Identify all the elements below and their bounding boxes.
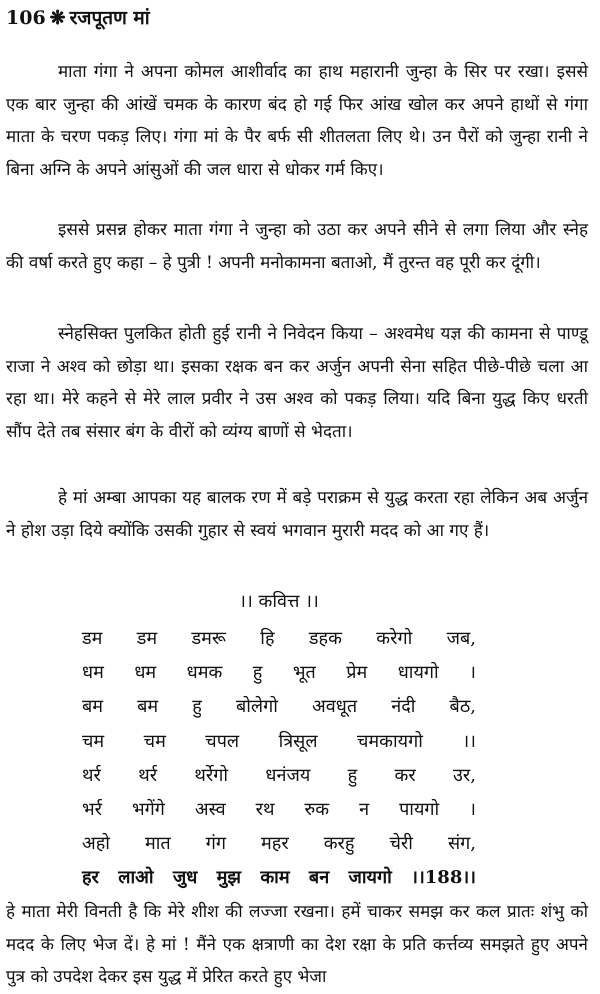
book-title: रजपूतण मां [69,7,150,29]
ornament-icon: ❋ [49,7,66,29]
verse-line: बम बम हु बोलेगो अवधूत नंदी बैठ, [82,696,476,718]
verse-line: धम धम धमक हु भूत प्रेम धायगो । [82,662,476,684]
verse-line: डम डम डमरू हि डहक करेगो जब, [82,628,476,649]
paragraph-4: हे मां अम्बा आपका यह बालक रण में बड़े पराक्रम से युद्ध करता रहा लेकिन अब अर्जुन ने होश उड़ा दिये क्योंकि उसकी गुहार से स्वयं भगवान मुरारी मदद को आ गए हैं। [6,488,588,541]
verse-block [82,586,476,896]
paragraph-3: स्नेहसिक्त पुलकित होती हुई रानी ने निवेदन किया – अश्वमेध यज्ञ की कामना से पाण्डू राजा ने अश्व को छोड़ा था। इसका रक्षक बन कर अर्जुन अपनी सेना सहित पीछे-पीछे चला आ रहा था। मेरे कहने से मेरे लाल प्रवीर ने उस अश्व को पकड़ लिया। यदि बिना युद्ध किए धरती सौंप देते तब संसार बंग के वीरों को व्यंग्य बाणों से भेदता। [6,324,588,442]
verse-line: थर्र थर्र थर्रेगो धनंजय हु कर उर, [82,764,476,786]
verse-title: ।। कवित्त ।। [239,591,319,612]
verse-line: भर्र भगेंगे अस्व रथ रुक न पायगो । [82,799,476,821]
verse-line: अहो मात गंग महर करहु चेरी संग, [82,833,476,855]
page-number: 106 [6,7,46,29]
page-header [6,6,150,30]
verse-line: चम चम चपल त्रिसूल चमकायगो ।। [82,730,476,752]
verse-line: हर लाओ जुध मुझ काम बन जायगो ।।188।। [82,867,476,889]
paragraph-2: इससे प्रसन्न होकर माता गंगा ने जुन्हा को उठा कर अपने सीने से लगा लिया और स्नेह की वर्षा करते हुए कहा – हे पुत्री ! अपनी मनोकामना बताओ, मैं तुरन्त वह पूरी कर दूंगी। [6,220,588,273]
paragraph-1: माता गंगा ने अपना कोमल आशीर्वाद का हाथ महारानी जुन्हा के सिर पर रखा। इससे एक बार जुन्हा की आंखें चमक के कारण बंद हो गई फिर आंख खोल कर अपने हाथों से गंगा माता के चरण पकड़ लिए। गंगा मां के पैर बर्फ सी शीतलता लिए थे। उन पैरों को जुन्हा रानी ने बिना अग्नि के अपने आंसुओं की जल धारा से धोकर गर्म किए। [6,62,588,180]
closing-paragraph: हे माता मेरी विनती है कि मेरे शीश की लज्जा रखना। हमें चाकर समझ कर कल प्रातः शंभु को मदद के लिए भेज दें। हे मां ! मैंने एक क्षत्राणी का देश रक्षा के प्रति कर्त्तव्य समझते हुए अपने पुत्र को उपदेश देकर इस युद्ध में प्रेरित करते हुए भेजा [6,902,588,987]
